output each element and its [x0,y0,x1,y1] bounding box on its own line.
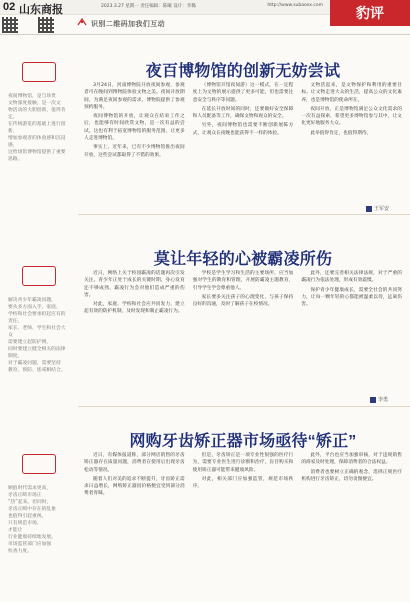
article-body [84,452,402,598]
author-credit: 李勇 [370,396,388,403]
article-title: 莫让年轻的心被霸凌所伤 [153,251,333,268]
paper-name: 山东商报 [19,4,63,16]
article-column: （博物馆开馆夜间游）这一模式，在一定程度上为文物的展示提供了更多可能，但也需要注意安全与秩序等问题。 在延长开放时间的同时，还要做好安全保障和人员配备等工作，确保文物和观众的安全。 另外，夜间博物馆也需要不断创新展陈方式，让观众在夜晚也能获得不一样的体验。 [192,83,294,136]
commentary-sidebar [0,36,78,602]
issue-meta: 2023.3.27 星期一 责任编辑：陈曦 设计：李璐 [101,4,196,9]
top-bar [0,14,410,35]
article-column: 学校是学生学习和生活的主要场所，应当加强对学生的教育和管理，开展防霸凌主题教育，引导学生学会尊重他人。 家长要多关注孩子的心理变化，与孩子保持良好的沟通，及时了解孩子在校情况。 [192,271,294,308]
article-title: 网购牙齿矫正器市场亟待“矫正” [129,433,357,450]
author-mark-icon [366,206,372,212]
qr-codes [2,17,58,33]
article-body [84,270,402,405]
article-column: 此外，还要完善相关法律法规，对于严重的霸凌行为依法处理，形成有效震慑。 保护青少年健康成长，需要全社会的共同努力，让每一颗年轻的心都能被温柔以待，远离伤害。 [301,271,402,308]
article-column: 此外，平台也应当加强审核，对于违规销售的商家及时处理，保障消费者的合法权益。 消费者也要树立正确的观念，选择正规医疗机构进行牙齿矫正，切勿贪图便宜。 [301,453,402,482]
column-badge: 豹评 [330,0,410,26]
sidebar-badge-icon [22,62,56,82]
website-text: http://www.subaoxx.com [267,3,323,8]
section-divider [78,406,410,407]
sidebar-note [8,62,70,164]
qr-code-icon [38,17,54,33]
article-column: 3月24日，河南博物院开放夜间参观，参观者可在晚间到博物院体验文物之美。夜间开放期间，为满足夜间参观的需求，博物院提供了参观预约服务。 夜间博物馆的开放，让观众在结束工作之后，也能够有时间欣赏文物，是一次有益的尝试。这也有利于拓宽博物馆的服务范围，让更多人走进博物馆。 事实上，近年来，已有不少博物馆推出夜间开放，这些尝试都取得了不错的效果。 [84,83,185,158]
sidebar-badge-icon [22,454,56,474]
sidebar-text: 夜间博物馆，是与珍贵 文物深度接触，是一次文 物活动的大胆创新，值得肯定。 在传统游览的基础上进行创新， 增加参观者的体验感和沉浸感， 这给场馆博物馆提供了重要思路。 [8,94,66,162]
sidebar-note [8,454,70,556]
page-number: 02 [3,1,16,13]
brand-mark-icon [77,17,87,27]
article-column: 文物活起来，是文物保护和利用的重要目标。让文物走进大众的生活，提高公众的文化素养，也是博物馆的使命所在。 夜间开放，正是博物馆满足公众文化需求的一次有益探索，希望更多博物馆参与其中，让文化更好地服务大众。 此举值得肯定，也值得期待。 [301,83,402,136]
sidebar-text: 顾值时代需求更高， 牙齿正畸市场正 “热”起来。但同时， 牙齿正畸中存在的乱象 也值得引起重视。 只有规范市场， 才能让 行业健康持续地发展。 市场监管部门应加强 检查力度。 [8,486,56,554]
qr-code-icon [2,17,18,33]
sidebar-badge-icon [22,266,56,286]
section-divider [78,214,410,215]
article-column: 近日，网络上关于校园霸凌的话题再次引发关注。青少年正处于成长的关键时期，身心发育还不够成熟，霸凌行为会对他们造成严重的伤害。 对此，家庭、学校和社会应共同发力，建立起有效的防护机制，及时发现和制止霸凌行为。 [84,271,185,315]
article-column: 近日，有媒体报道称，部分网店销售的牙齿矫正器存在质量问题，消费者在使用后出现牙齿松动等情况。 随着人们对美的追求不断提升，牙齿矫正需求日益增长，网购矫正器因价格便宜受到部分消费者青睐。 [84,453,185,497]
author-credit: 王军安 [366,205,389,212]
sidebar-note [8,266,70,374]
slogan: 识别二维码加我们互动 [91,20,165,28]
article-column: 但是，牙齿矫正是一项专业性很强的医疗行为，需要专业医生进行诊断和治疗，盲目购买和使用矫正器可能带来健康风险。 对此，相关部门应加强监管，规范市场秩序。 [192,453,294,490]
author-mark-icon [370,397,376,403]
article-body [84,82,402,204]
article-title: 夜百博物馆的创新无妨尝试 [145,63,341,80]
sidebar-text: 解决青少年霸凌问题， 要从多方面入手。家庭、 学校和社会要承担起应有的责任， 家长、老师、学生和社会大众 需要建立起防护网， 同时要建立健全相关的法律制度。 对于霸凌问题，需要坚持 教育、预防、惩戒相结合。 [8,298,66,373]
